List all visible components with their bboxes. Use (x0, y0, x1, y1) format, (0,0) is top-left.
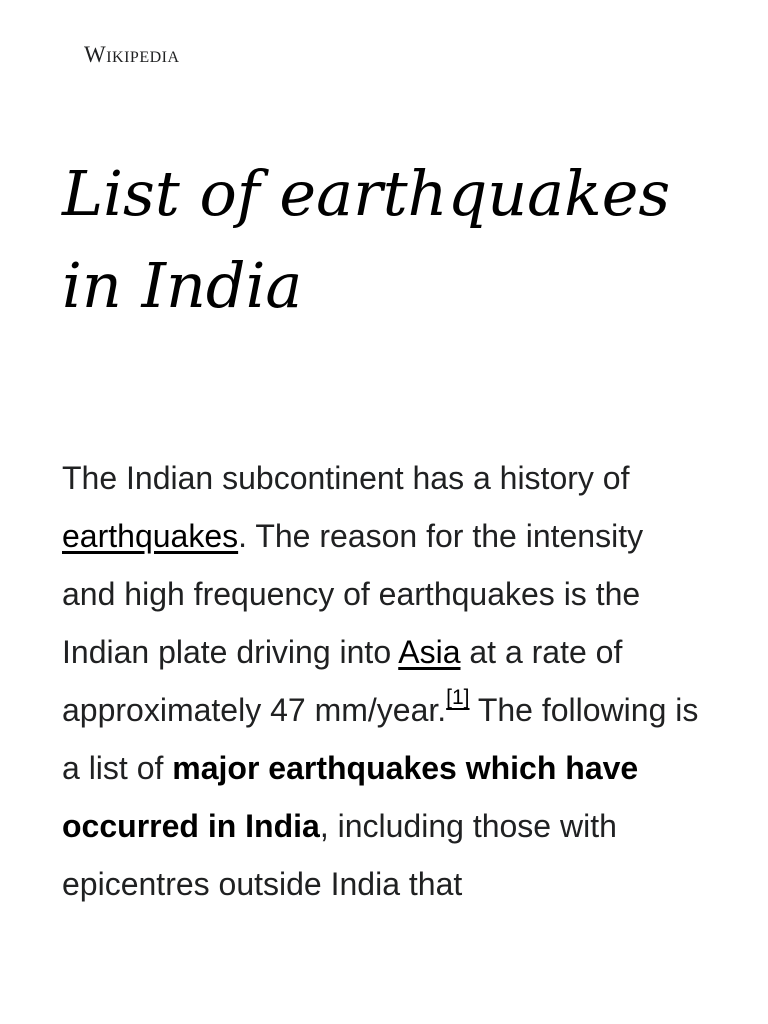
wikipedia-wordmark-link[interactable]: Wikipedia (84, 42, 180, 67)
intro-bold-text: major earthquakes which have occurred in India (62, 750, 639, 844)
asia-link[interactable]: Asia (398, 634, 461, 670)
intro-text-4: The following is a list of (62, 692, 699, 786)
reference-1-label[interactable]: [1] (446, 686, 470, 710)
intro-text-1: The Indian subcontinent has a history of (62, 460, 630, 496)
page-title: List of earthquakes in India (62, 157, 671, 322)
intro-text-2: . The reason for the intensity and high frequency of earthquakes is the Indian plate driving into (62, 518, 644, 670)
reference-1-link[interactable] (446, 686, 469, 709)
earthquakes-link[interactable]: earthquakes (62, 518, 239, 554)
intro-text-3: at a rate of approximately 47 mm/year. (62, 634, 623, 728)
intro-text-5: , including those with epicentres outside India that (62, 808, 617, 902)
intro-paragraph (62, 449, 702, 913)
